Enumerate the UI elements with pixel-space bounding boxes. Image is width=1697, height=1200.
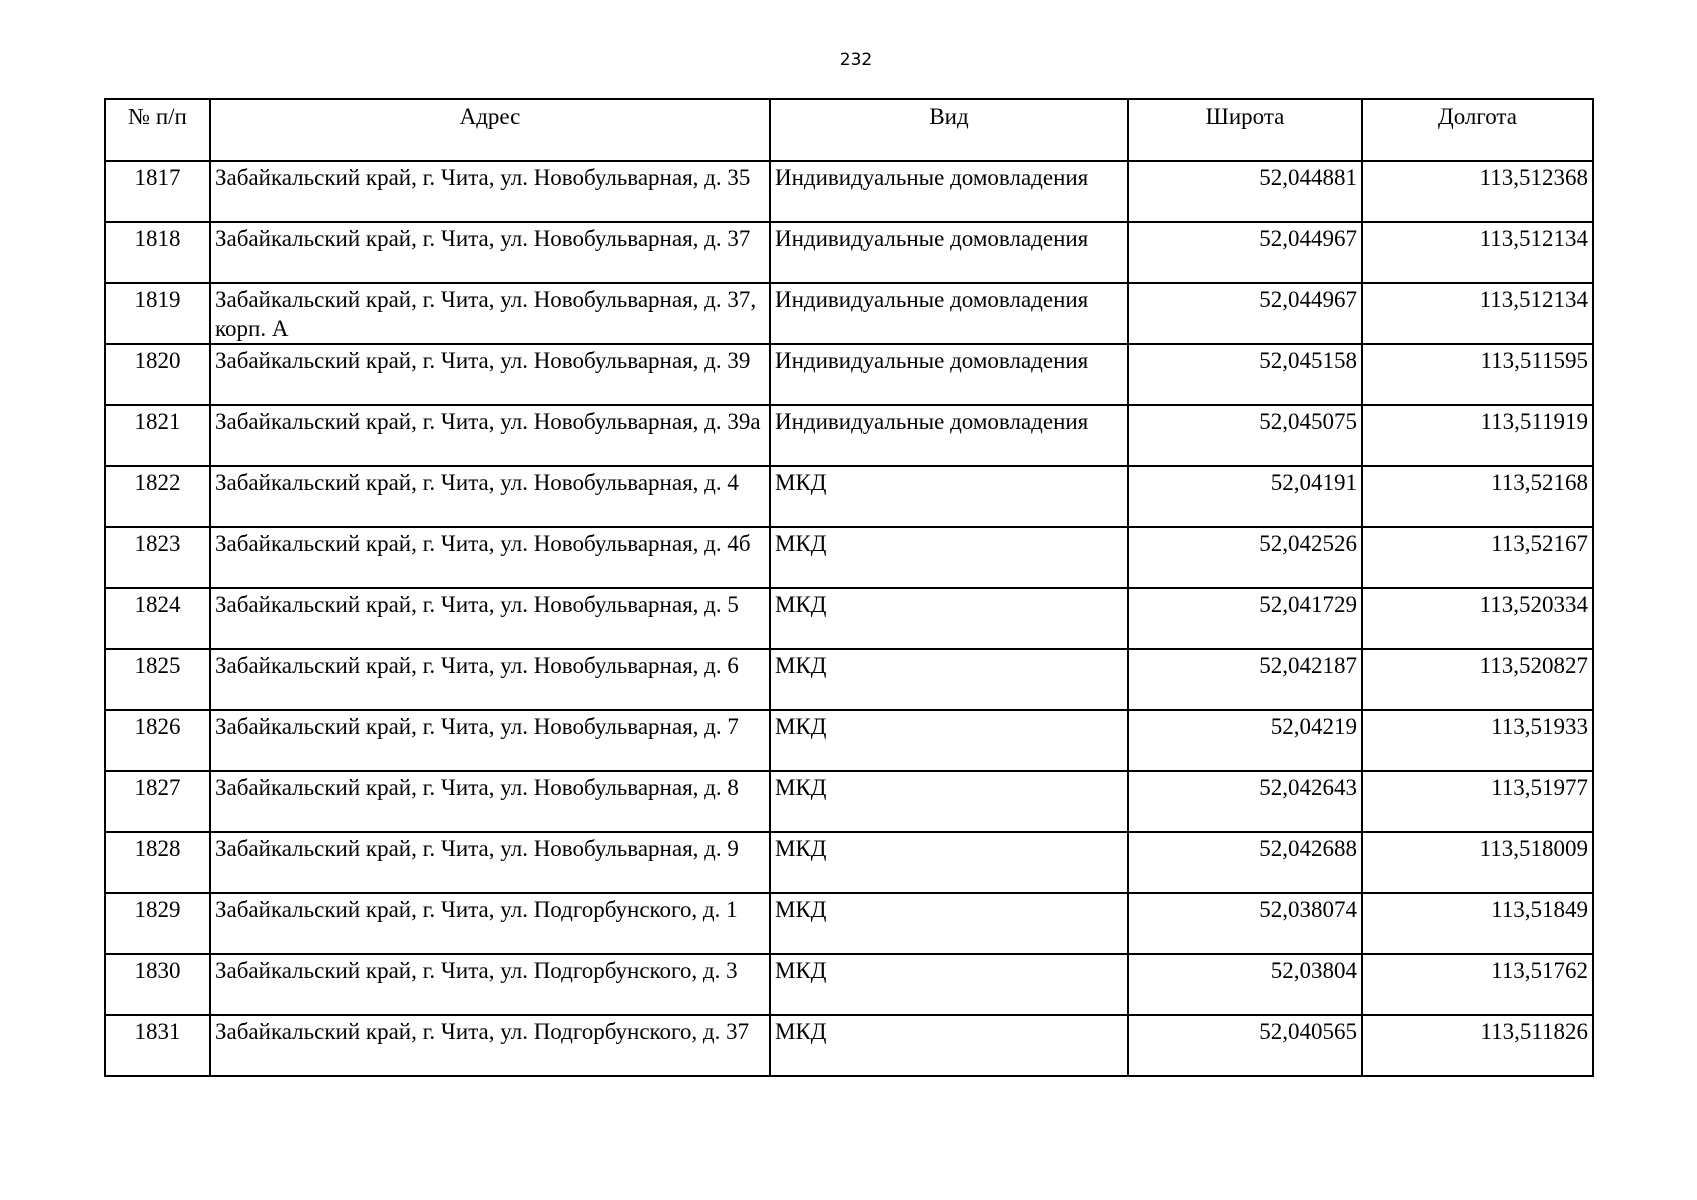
row-kind: Индивидуальные домовладения (770, 161, 1128, 222)
row-longitude: 113,520334 (1362, 588, 1593, 649)
header-address: Адрес (210, 99, 770, 161)
row-kind: Индивидуальные домовладения (770, 344, 1128, 405)
row-num: 1819 (105, 283, 210, 344)
header-row (105, 99, 1593, 161)
row-kind: МКД (770, 954, 1128, 1015)
row-longitude: 113,512368 (1362, 161, 1593, 222)
row-num: 1822 (105, 466, 210, 527)
row-address: Забайкальский край, г. Чита, ул. Новобульварная, д. 9 (210, 832, 770, 893)
row-latitude: 52,044881 (1128, 161, 1362, 222)
row-latitude: 52,042526 (1128, 527, 1362, 588)
table-row (105, 222, 1593, 283)
row-kind: Индивидуальные домовладения (770, 283, 1128, 344)
table-row (105, 649, 1593, 710)
row-latitude: 52,04191 (1128, 466, 1362, 527)
row-longitude: 113,520827 (1362, 649, 1593, 710)
row-kind: МКД (770, 588, 1128, 649)
row-latitude: 52,045158 (1128, 344, 1362, 405)
row-num: 1825 (105, 649, 210, 710)
row-num: 1826 (105, 710, 210, 771)
table-row (105, 832, 1593, 893)
row-num: 1818 (105, 222, 210, 283)
row-kind: МКД (770, 771, 1128, 832)
row-address: Забайкальский край, г. Чита, ул. Новобульварная, д. 35 (210, 161, 770, 222)
row-kind: МКД (770, 1015, 1128, 1076)
row-address: Забайкальский край, г. Чита, ул. Новобульварная, д. 7 (210, 710, 770, 771)
row-latitude: 52,04219 (1128, 710, 1362, 771)
table-row (105, 161, 1593, 222)
row-longitude: 113,518009 (1362, 832, 1593, 893)
row-num: 1829 (105, 893, 210, 954)
table-row (105, 466, 1593, 527)
header-longitude: Долгота (1362, 99, 1593, 161)
row-address: Забайкальский край, г. Чита, ул. Подгорбунского, д. 3 (210, 954, 770, 1015)
row-kind: МКД (770, 649, 1128, 710)
page-number: 232 (839, 50, 873, 70)
row-longitude: 113,511595 (1362, 344, 1593, 405)
row-longitude: 113,51977 (1362, 771, 1593, 832)
row-latitude: 52,044967 (1128, 283, 1362, 344)
header-latitude: Широта (1128, 99, 1362, 161)
table-row (105, 954, 1593, 1015)
row-longitude: 113,512134 (1362, 283, 1593, 344)
row-num: 1820 (105, 344, 210, 405)
row-num: 1828 (105, 832, 210, 893)
row-longitude: 113,51849 (1362, 893, 1593, 954)
row-num: 1824 (105, 588, 210, 649)
header-kind: Вид (770, 99, 1128, 161)
row-address: Забайкальский край, г. Чита, ул. Подгорбунского, д. 1 (210, 893, 770, 954)
row-longitude: 113,52168 (1362, 466, 1593, 527)
row-latitude: 52,044967 (1128, 222, 1362, 283)
row-address: Забайкальский край, г. Чита, ул. Новобульварная, д. 4б (210, 527, 770, 588)
row-latitude: 52,038074 (1128, 893, 1362, 954)
row-latitude: 52,045075 (1128, 405, 1362, 466)
table-row (105, 771, 1593, 832)
row-longitude: 113,51933 (1362, 710, 1593, 771)
row-address: Забайкальский край, г. Чита, ул. Новобульварная, д. 37, корп. А (210, 283, 770, 344)
row-num: 1830 (105, 954, 210, 1015)
address-table (104, 98, 1594, 1077)
table-row (105, 1015, 1593, 1076)
table-row (105, 527, 1593, 588)
row-latitude: 52,042187 (1128, 649, 1362, 710)
row-latitude: 52,041729 (1128, 588, 1362, 649)
row-longitude: 113,511919 (1362, 405, 1593, 466)
row-address: Забайкальский край, г. Чита, ул. Подгорбунского, д. 37 (210, 1015, 770, 1076)
row-kind: МКД (770, 466, 1128, 527)
row-kind: МКД (770, 710, 1128, 771)
row-num: 1817 (105, 161, 210, 222)
row-kind: Индивидуальные домовладения (770, 405, 1128, 466)
header-num: № п/п (105, 99, 210, 161)
row-address: Забайкальский край, г. Чита, ул. Новобульварная, д. 8 (210, 771, 770, 832)
row-kind: Индивидуальные домовладения (770, 222, 1128, 283)
row-num: 1831 (105, 1015, 210, 1076)
table-body (105, 161, 1593, 1076)
row-address: Забайкальский край, г. Чита, ул. Новобульварная, д. 4 (210, 466, 770, 527)
row-num: 1823 (105, 527, 210, 588)
row-address: Забайкальский край, г. Чита, ул. Новобульварная, д. 37 (210, 222, 770, 283)
table-row (105, 344, 1593, 405)
row-num: 1821 (105, 405, 210, 466)
row-latitude: 52,042643 (1128, 771, 1362, 832)
table-row (105, 710, 1593, 771)
row-longitude: 113,52167 (1362, 527, 1593, 588)
row-longitude: 113,512134 (1362, 222, 1593, 283)
row-kind: МКД (770, 527, 1128, 588)
row-address: Забайкальский край, г. Чита, ул. Новобульварная, д. 5 (210, 588, 770, 649)
row-longitude: 113,51762 (1362, 954, 1593, 1015)
table-row (105, 283, 1593, 344)
row-num: 1827 (105, 771, 210, 832)
table-header (105, 99, 1593, 161)
row-kind: МКД (770, 832, 1128, 893)
row-kind: МКД (770, 893, 1128, 954)
row-latitude: 52,042688 (1128, 832, 1362, 893)
row-longitude: 113,511826 (1362, 1015, 1593, 1076)
table-row (105, 893, 1593, 954)
row-latitude: 52,03804 (1128, 954, 1362, 1015)
table-row (105, 588, 1593, 649)
row-address: Забайкальский край, г. Чита, ул. Новобульварная, д. 39 (210, 344, 770, 405)
row-address: Забайкальский край, г. Чита, ул. Новобульварная, д. 39а (210, 405, 770, 466)
table-row (105, 405, 1593, 466)
row-address: Забайкальский край, г. Чита, ул. Новобульварная, д. 6 (210, 649, 770, 710)
row-latitude: 52,040565 (1128, 1015, 1362, 1076)
